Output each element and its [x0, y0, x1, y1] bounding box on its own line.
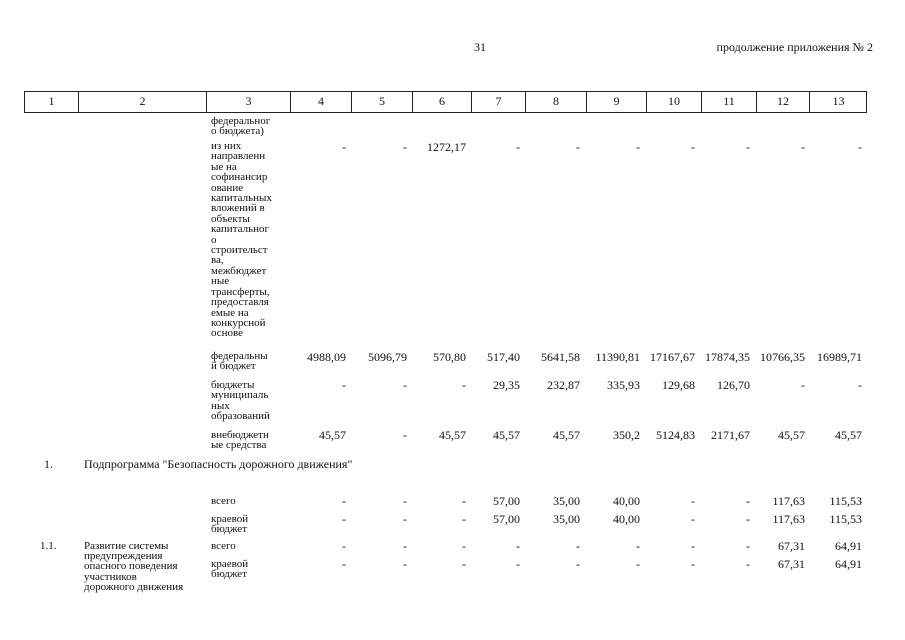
- table-cell: 5096,79: [368, 350, 407, 364]
- table-cell: 1272,17: [427, 140, 466, 154]
- table-cell: -: [342, 539, 346, 553]
- table-cell: -: [636, 557, 640, 571]
- table-cell: 45,57: [778, 428, 805, 442]
- col-header-2: 2: [78, 92, 206, 112]
- table-cell: 129,68: [662, 378, 695, 392]
- table-cell: -: [342, 557, 346, 571]
- table-cell: -: [403, 539, 407, 553]
- table-cell: 67,31: [778, 557, 805, 571]
- table-cell: -: [858, 378, 862, 392]
- table-cell: -: [801, 140, 805, 154]
- table-cell: -: [403, 494, 407, 508]
- table-cell: 117,63: [772, 512, 805, 526]
- table-cell: -: [576, 140, 580, 154]
- table-cell: 40,00: [613, 494, 640, 508]
- table-cell: -: [858, 140, 862, 154]
- table-cell: 67,31: [778, 539, 805, 553]
- col-header-11: 11: [701, 92, 756, 112]
- table-cell: 45,57: [319, 428, 346, 442]
- table-cell: -: [516, 557, 520, 571]
- table-cell: -: [576, 539, 580, 553]
- table-cell: 64,91: [835, 557, 862, 571]
- table-cell: -: [462, 539, 466, 553]
- section-regional-name: краевой бюджет: [211, 513, 249, 536]
- table-cell: 16989,71: [817, 350, 862, 364]
- table-cell: 45,57: [439, 428, 466, 442]
- table-cell: 570,80: [433, 350, 466, 364]
- table-cell: -: [746, 512, 750, 526]
- table-cell: 45,57: [493, 428, 520, 442]
- table-cell: 335,93: [607, 378, 640, 392]
- col-header-10: 10: [646, 92, 701, 112]
- table-cell: -: [516, 140, 520, 154]
- col-header-8: 8: [525, 92, 586, 112]
- table-cell: -: [636, 539, 640, 553]
- table-cell: 40,00: [613, 512, 640, 526]
- table-cell: -: [462, 494, 466, 508]
- table-cell: 45,57: [553, 428, 580, 442]
- table-cell: 115,53: [829, 494, 862, 508]
- table-cell: -: [403, 378, 407, 392]
- table-cell: 2171,67: [711, 428, 750, 442]
- table-cell: -: [516, 539, 520, 553]
- table-cell: -: [691, 140, 695, 154]
- table-cell: 117,63: [772, 494, 805, 508]
- col-header-3: 3: [206, 92, 290, 112]
- subsection-total-name: всего: [211, 540, 236, 552]
- table-cell: -: [576, 557, 580, 571]
- table-cell: 350,2: [613, 428, 640, 442]
- table-cell: 45,57: [835, 428, 862, 442]
- table-cell: 35,00: [553, 512, 580, 526]
- table-cell: 29,35: [493, 378, 520, 392]
- table-cell: -: [462, 378, 466, 392]
- col-header-13: 13: [809, 92, 867, 112]
- table-cell: -: [691, 494, 695, 508]
- table-cell: 517,40: [487, 350, 520, 364]
- table-cell: -: [636, 140, 640, 154]
- table-cell: -: [342, 378, 346, 392]
- table-cell: -: [342, 512, 346, 526]
- table-cell: 4988,09: [307, 350, 346, 364]
- table-cell: 115,53: [829, 512, 862, 526]
- table-cell: 35,00: [553, 494, 580, 508]
- table-cell: 57,00: [493, 494, 520, 508]
- table-cell: 10766,35: [760, 350, 805, 364]
- table-cell: -: [746, 494, 750, 508]
- table-cell: 64,91: [835, 539, 862, 553]
- table-cell: -: [403, 140, 407, 154]
- table-cell: -: [691, 557, 695, 571]
- table-cell: -: [342, 140, 346, 154]
- section-total-name: всего: [211, 495, 236, 507]
- table-cell: -: [462, 557, 466, 571]
- row-municipal-name: бюджеты муниципаль ных образований: [211, 379, 270, 423]
- row-extrabudget-name: внебюджетн ые средства: [211, 429, 269, 452]
- row-carry-name: федеральног о бюджета): [211, 115, 271, 138]
- col-header-12: 12: [756, 92, 809, 112]
- table-cell: -: [342, 494, 346, 508]
- table-cell: -: [691, 539, 695, 553]
- subsection-regional-name: краевой бюджет: [211, 558, 249, 581]
- table-cell: -: [746, 140, 750, 154]
- table-cell: -: [403, 557, 407, 571]
- table-cell: -: [403, 428, 407, 442]
- table-cell: -: [691, 512, 695, 526]
- table-cell: 5124,83: [656, 428, 695, 442]
- appendix-note: продолжение приложения № 2: [716, 40, 873, 54]
- table-cell: -: [462, 512, 466, 526]
- section-number: 1.: [44, 457, 53, 471]
- table-cell: 232,87: [547, 378, 580, 392]
- col-header-4: 4: [290, 92, 351, 112]
- table-cell: 126,70: [717, 378, 750, 392]
- table-cell: 17167,67: [650, 350, 695, 364]
- col-header-7: 7: [471, 92, 525, 112]
- col-header-5: 5: [351, 92, 412, 112]
- subsection-number: 1.1.: [40, 540, 57, 552]
- subsection-title: Развитие системы предупреждения опасного поведения участников дорожного движения: [84, 540, 184, 593]
- table-cell: 5641,58: [541, 350, 580, 364]
- table-cell: -: [746, 557, 750, 571]
- table-cell: -: [403, 512, 407, 526]
- col-header-9: 9: [586, 92, 646, 112]
- col-header-1: 1: [48, 94, 55, 108]
- table-cell: -: [801, 378, 805, 392]
- table-cell: -: [746, 539, 750, 553]
- col-header-6: 6: [412, 92, 471, 112]
- table-header-row: [24, 91, 867, 113]
- table-cell: 17874,35: [705, 350, 750, 364]
- row-federal-name: федеральны й бюджет: [211, 350, 268, 373]
- page-number: 31: [474, 40, 486, 54]
- table-cell: 57,00: [493, 512, 520, 526]
- row-cofinance-name: из них направленн ые на софинансир ование капитальных вложений в объекты капитальног о строительст ва, межбюджет ные трансферты, предоставля емые на конкурсной основе: [211, 140, 272, 340]
- section-title: Подпрограмма "Безопасность дорожного движения": [84, 457, 353, 471]
- table-cell: 11390,81: [595, 350, 640, 364]
